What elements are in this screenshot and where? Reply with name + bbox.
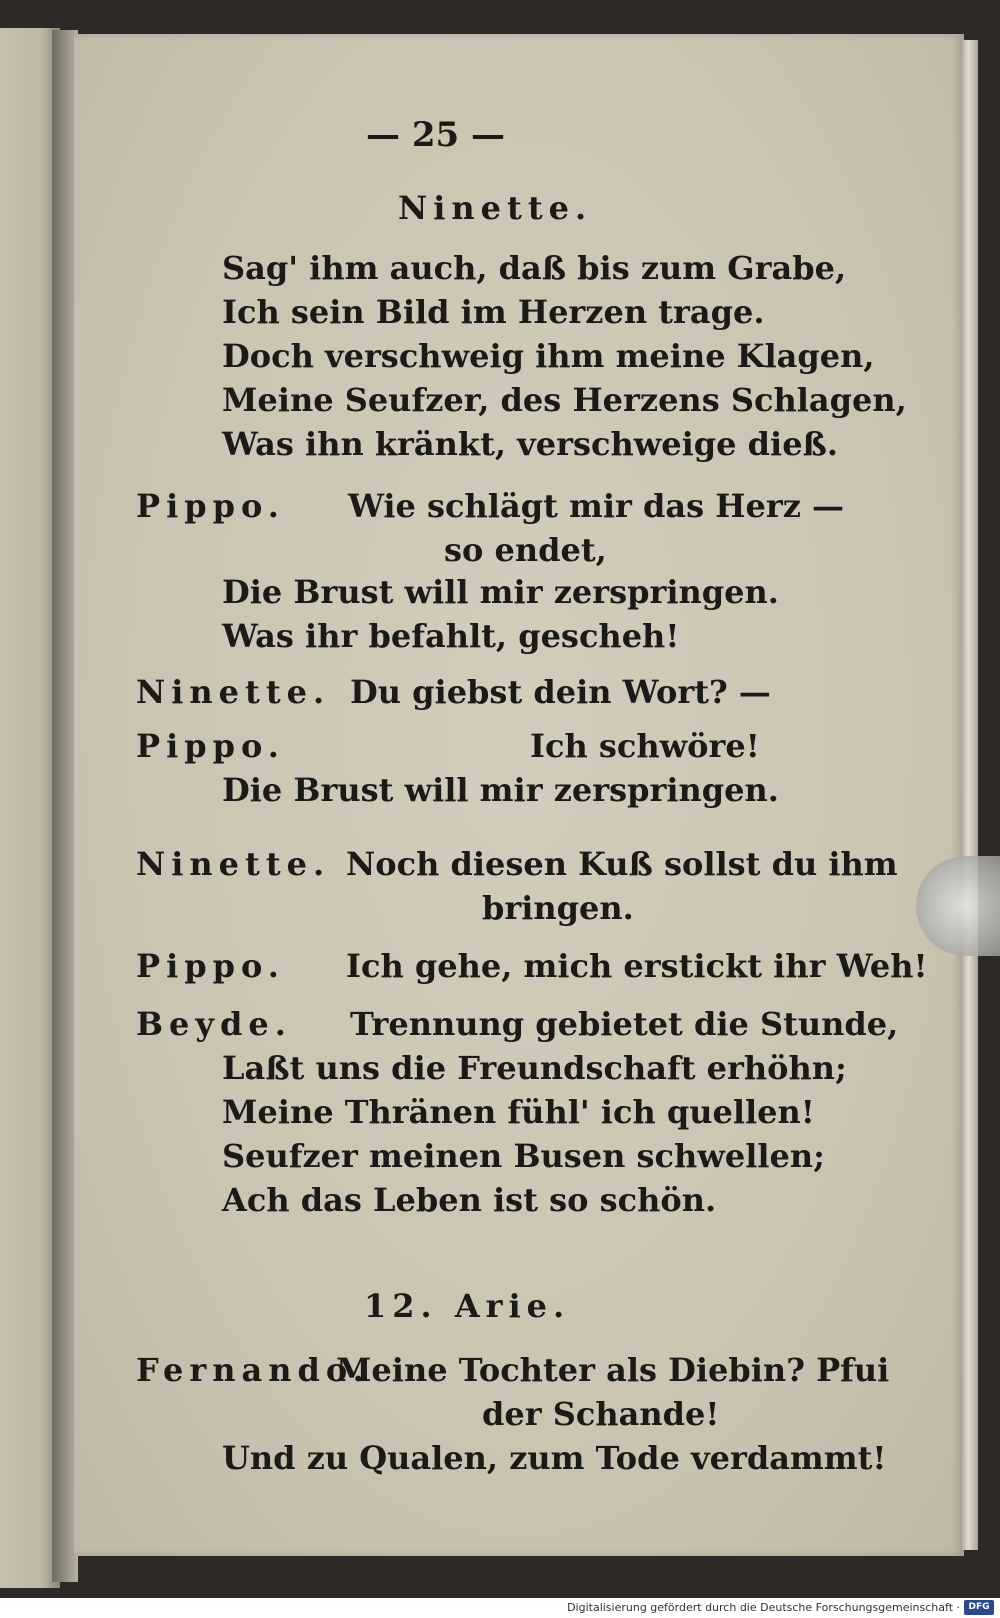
verse-line: Ach das Leben ist so schön. [222, 1181, 717, 1219]
verse-line: Und zu Qualen, zum Tode verdammt! [222, 1439, 887, 1477]
verse-line: Ich schwöre! [530, 727, 760, 765]
verse-line: der Schande! [482, 1395, 720, 1433]
verse-line: bringen. [482, 889, 634, 927]
facing-page-edge [0, 28, 60, 1588]
verse-line: Meine Tochter als Diebin? Pfui [336, 1351, 890, 1389]
digitization-credit: Digitalisierung gefördert durch die Deutsche Forschungsgemeinschaft · [567, 1601, 960, 1614]
verse-line: Meine Thränen fühl' ich quellen! [222, 1093, 815, 1131]
verse-line: Ich gehe, mich erstickt ihr Weh! [346, 947, 928, 985]
speaker-name: Beyde. [136, 1005, 292, 1043]
verse-line: Ich sein Bild im Herzen trage. [222, 293, 765, 331]
verse-line: Wie schlägt mir das Herz — [348, 487, 845, 525]
speaker-name: Ninette. [136, 673, 331, 711]
verse-line: Meine Seufzer, des Herzens Schlagen, [222, 381, 907, 419]
dfg-logo: DFG [964, 1600, 994, 1615]
verse-line: Du giebst dein Wort? — [350, 673, 771, 711]
verse-line: Die Brust will mir zerspringen. [222, 573, 779, 611]
speaker-name: Pippo. [136, 487, 285, 525]
section-heading: 12. Arie. [364, 1287, 571, 1325]
verse-line: Seufzer meinen Busen schwellen; [222, 1137, 825, 1175]
speaker-name: Fernando. [136, 1351, 370, 1389]
verse-line: Laßt uns die Freundschaft erhöhn; [222, 1049, 847, 1087]
speaker-name: Pippo. [136, 727, 285, 765]
verse-line: Was ihr befahlt, gescheh! [222, 617, 680, 655]
page-number: — 25 — [366, 115, 505, 155]
speaker-name: Pippo. [136, 947, 285, 985]
verse-line: Noch diesen Kuß sollst du ihm [346, 845, 898, 883]
verse-line: so endet, [444, 531, 607, 569]
verse-line: Was ihn kränkt, verschweige dieß. [222, 425, 838, 463]
speaker-name: Ninette. [136, 845, 331, 883]
page-stack-edge [962, 40, 978, 1550]
verse-line: Trennung gebietet die Stunde, [350, 1005, 899, 1043]
verse-line: Die Brust will mir zerspringen. [222, 771, 779, 809]
verse-line: Doch verschweig ihm meine Klagen, [222, 337, 875, 375]
speaker-heading: Ninette. [398, 189, 593, 227]
verse-line: Sag' ihm auch, daß bis zum Grabe, [222, 249, 847, 287]
